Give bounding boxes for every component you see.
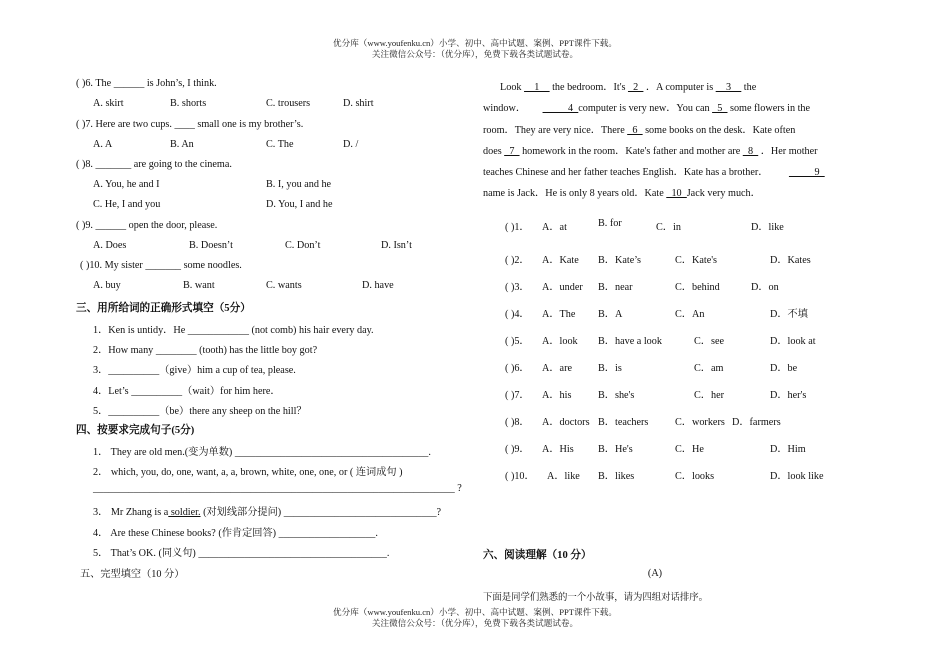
cloze-row-7 [505, 386, 530, 401]
passage-line-1 [500, 78, 756, 93]
cloze-option-d: D．Him [770, 444, 806, 455]
cloze-option-a: A．The [542, 309, 576, 320]
passage-text: Look [500, 82, 522, 93]
cloze-option-a: A．like [547, 471, 580, 482]
cloze-option-c: C．looks [675, 471, 715, 482]
cloze-row-9 [505, 440, 530, 455]
cloze-option-c: C．workers [675, 417, 725, 428]
cloze-option-b: B. for [598, 218, 622, 229]
cloze-number: ( )5． [505, 336, 530, 347]
mc-7-option-b: B. An [170, 139, 194, 150]
blank-9: _____9_ [788, 167, 825, 178]
blank-10: _10_ [666, 188, 687, 199]
cloze-option-a: A．doctors [542, 417, 590, 428]
section-6-subtitle: (A) [647, 568, 663, 579]
page-header-line2: 关注微信公众号：（优分库），免费下载各类试题试卷。 [371, 49, 579, 59]
mc-question-8: ( )8. _______ are going to the cinema. [76, 159, 232, 170]
sec3-item-3: 3．__________（give）him a cup of tea, please. [93, 365, 296, 376]
cloze-option-a: A．are [542, 363, 572, 374]
mc-6-option-c: C. trousers [266, 98, 311, 109]
blank-1: __1__ [524, 82, 550, 93]
passage-text: ．Her mother [760, 146, 818, 157]
passage-text: teaches Chinese and her father teaches English．Kate has a brother． [483, 167, 769, 178]
cloze-row-1 [505, 218, 530, 233]
section-3-title: 三、用所给词的正确形式填空（5分） [76, 303, 251, 314]
blank-6: _6_ [627, 125, 643, 136]
mc-7-option-a: A. A [93, 139, 113, 150]
blank-7: _7_ [504, 146, 520, 157]
passage-text: does [483, 146, 502, 157]
section-6-title: 六、阅读理解（10 分） [483, 550, 592, 561]
mc-10-option-d: D. have [362, 280, 394, 291]
cloze-option-b: B．near [598, 282, 633, 293]
cloze-option-b: B．she's [598, 390, 635, 401]
cloze-option-d: D．farmers [732, 417, 781, 428]
sec4-item-3-suffix: (对划线部分提问) ______________________________? [200, 507, 442, 518]
mc-9-option-a: A. Does [93, 240, 127, 251]
cloze-row-2 [505, 251, 530, 266]
mc-8-option-b: B. I, you and he [266, 179, 332, 190]
cloze-option-c: C．behind [675, 282, 720, 293]
cloze-option-b: B．is [598, 363, 622, 374]
mc-8-option-a: A. You, he and I [93, 179, 160, 190]
sec4-item-5: 5． That’s OK. (同义句) _____________________________________. [93, 548, 390, 559]
cloze-row-8 [505, 413, 530, 428]
cloze-row-5 [505, 332, 530, 347]
blank-5: _5_ [712, 103, 728, 114]
mc-6-option-a: A. skirt [93, 98, 124, 109]
mc-10-option-a: A. buy [93, 280, 121, 291]
sec3-item-1: 1．Ken is untidy．He ____________ (not comb) his hair every day. [93, 325, 374, 336]
mc-question-7: ( )7. Here are two cups. ____ small one is my brother’s. [76, 119, 304, 130]
mc-10-option-b: B. want [183, 280, 215, 291]
cloze-option-a: A．his [542, 390, 572, 401]
mc-6-option-d: D. shirt [343, 98, 374, 109]
cloze-option-c: C．see [694, 336, 724, 347]
cloze-option-c: C．am [694, 363, 724, 374]
section-5-title: 五、完型填空（10 分） [80, 569, 185, 580]
cloze-option-c: C．Kate's [675, 255, 718, 266]
passage-text: window． [483, 103, 527, 114]
section-6-instructions: 下面是同学们熟悉的一个小故事，请为四组对话排序。 [483, 593, 709, 603]
passage-text: ．A computer is [645, 82, 714, 93]
passage-text: computer is very new．You can [578, 103, 710, 114]
sec4-item-4: 4． Are these Chinese books? (作肯定回答) ___________________. [93, 528, 378, 539]
mc-question-10: ( )10. My sister _______ some noodles. [80, 260, 242, 271]
cloze-option-c: C．her [694, 390, 724, 401]
cloze-option-b: B．have a look [598, 336, 662, 347]
sec4-item-3 [93, 503, 441, 518]
cloze-option-a: A．under [542, 282, 583, 293]
cloze-number: ( )4． [505, 309, 530, 320]
mc-question-9: ( )9. ______ open the door, please. [76, 220, 218, 231]
blank-3: __3__ [715, 82, 742, 93]
mc-6-option-b: B. shorts [170, 98, 207, 109]
mc-8-option-c: C. He, I and you [93, 199, 161, 210]
cloze-option-d: D．Kates [770, 255, 811, 266]
mc-9-option-c: C. Don’t [285, 240, 321, 251]
cloze-row-4 [505, 305, 530, 320]
cloze-number: ( )10． [505, 471, 535, 482]
sec3-item-2: 2．How many ________ (tooth) has the little boy got? [93, 345, 318, 356]
cloze-option-c: C．He [675, 444, 704, 455]
passage-line-5 [483, 163, 825, 178]
page-header-line1: 优分库（www.youfenku.cn）小学、初中、高中试题、案例、PPT课件下载。 [333, 38, 617, 48]
passage-text: room．They are very nice．There [483, 125, 625, 136]
sec4-item-2-answer-line: _______________________________________________________________________ ? [93, 483, 462, 494]
passage-text: some flowers in the [729, 103, 811, 114]
blank-8: _8_ [742, 146, 759, 157]
cloze-row-6 [505, 359, 530, 374]
mc-9-option-b: B. Doesn’t [189, 240, 233, 251]
passage-line-3 [483, 121, 795, 136]
cloze-option-b: B．A [598, 309, 623, 320]
passage-text: Jack very much． [686, 188, 761, 199]
cloze-number: ( )1． [505, 222, 530, 233]
passage-text: name is Jack．He is only 8 years old．Kate [483, 188, 664, 199]
cloze-option-c: C．An [675, 309, 705, 320]
page-footer-line2: 关注微信公众号：（优分库），免费下载各类试题试卷。 [371, 618, 579, 628]
mc-question-6: ( )6. The ______ is John’s, I think. [76, 78, 217, 89]
cloze-option-c: C．in [656, 222, 681, 233]
passage-text: the [743, 82, 757, 93]
passage-line-4 [483, 142, 818, 157]
passage-text: some books on the desk．Kate often [645, 125, 796, 136]
blank-2: _2_ [628, 82, 644, 93]
passage-text: the bedroom．It's [552, 82, 626, 93]
sec3-item-5: 5．__________（be）there any sheep on the hill？ [93, 406, 307, 417]
cloze-option-b: B．likes [598, 471, 635, 482]
cloze-number: ( )2． [505, 255, 530, 266]
cloze-row-3 [505, 278, 530, 293]
cloze-option-d: D．like [751, 222, 784, 233]
cloze-option-a: A．look [542, 336, 578, 347]
mc-8-option-d: D. You, I and he [266, 199, 333, 210]
cloze-option-b: B．teachers [598, 417, 649, 428]
sec4-item-2: 2． which, you, do, one, want, a, a, brown, white, one, one, or ( 连词成句 ) [93, 467, 403, 478]
cloze-row-10 [505, 467, 535, 482]
cloze-number: ( )6． [505, 363, 530, 374]
cloze-option-d: D．look like [770, 471, 824, 482]
cloze-option-d: D．be [770, 363, 798, 374]
cloze-option-d: D．look at [770, 336, 816, 347]
cloze-number: ( )9． [505, 444, 530, 455]
page-footer-line1: 优分库（www.youfenku.cn）小学、初中、高中试题、案例、PPT课件下载。 [333, 607, 617, 617]
cloze-option-a: A．His [542, 444, 574, 455]
mc-10-option-c: C. wants [266, 280, 302, 291]
cloze-option-d: D．her's [770, 390, 807, 401]
cloze-option-d: D．不填 [770, 309, 808, 320]
passage-line-6 [483, 184, 761, 199]
mc-7-option-d: D. / [343, 139, 359, 150]
sec3-item-4: 4．Let’s __________（wait）for him here． [93, 386, 281, 397]
cloze-option-b: B．He's [598, 444, 633, 455]
sec4-item-1: 1． They are old men.(变为单数) ______________________________________. [93, 447, 431, 458]
underlined-word: soldier. [168, 507, 201, 518]
mc-9-option-d: D. Isn’t [381, 240, 412, 251]
cloze-number: ( )8． [505, 417, 530, 428]
cloze-number: ( )7． [505, 390, 530, 401]
cloze-number: ( )3． [505, 282, 530, 293]
mc-7-option-c: C. The [266, 139, 294, 150]
sec4-item-3-prefix: 3． Mr Zhang is a [93, 507, 169, 518]
cloze-option-a: A．at [542, 222, 567, 233]
section-4-title: 四、按要求完成句子(5分) [76, 425, 195, 436]
cloze-option-a: A．Kate [542, 255, 579, 266]
blank-4: _____4_ [542, 103, 579, 114]
cloze-option-b: B．Kate’s [598, 255, 642, 266]
passage-text: homework in the room．Kate's father and mother are [522, 146, 741, 157]
passage-line-2 [483, 99, 810, 114]
cloze-option-d: D．on [751, 282, 779, 293]
